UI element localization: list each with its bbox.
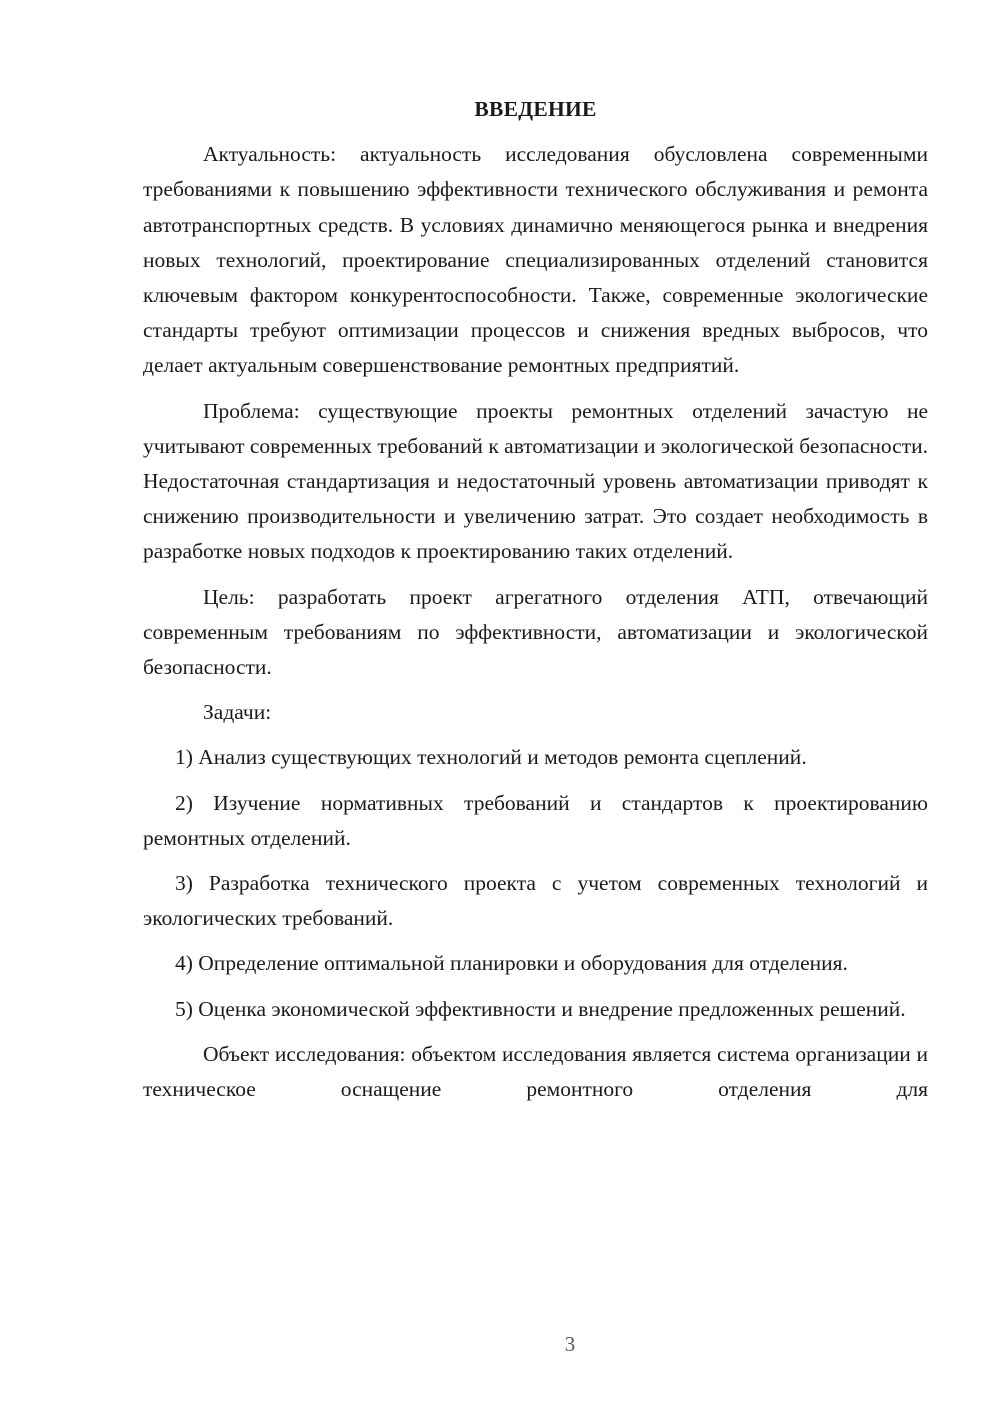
task-item-2: 2) Изучение нормативных требований и стандартов к проектированию ремонтных отделений.: [143, 790, 928, 850]
task-item-3: 3) Разработка технического проекта с учетом современных технологий и экологических требований.: [143, 871, 928, 931]
document-page: [143, 92, 928, 1107]
paragraph-relevance: Актуальность: актуальность исследования обусловлена современными требованиями к повышению эффективности технического обслуживания и ремонта автотранспортных средств. В условиях динамично меняющегося рынка и внедрения новых технологий, проектирование специализированных отделений становится ключевым фактором конкурентоспособности. Также, современные экологические стандарты требуют оптимизации процессов и снижения вредных выбросов, что делает актуальным совершенствование ремонтных предприятий.: [143, 142, 928, 378]
page-number: 3: [564, 1332, 576, 1356]
task-item-1: 1) Анализ существующих технологий и методов ремонта сцеплений.: [175, 745, 807, 770]
paragraph-problem: Проблема: существующие проекты ремонтных отделений зачастую не учитывают современных требований к автоматизации и экологической безопасности. Недостаточная стандартизация и недостаточный уровень автоматизации приводят к снижению производительности и увеличению затрат. Это создает необходимость в разработке новых подходов к проектированию таких отделений.: [143, 398, 928, 564]
tasks-heading: Задачи:: [203, 700, 272, 725]
paragraph-object: Объект исследования: объектом исследования является система организации и техническое оснащение ремонтного отделения для: [143, 1041, 928, 1102]
task-item-4: 4) Определение оптимальной планировки и оборудования для отделения.: [175, 951, 848, 976]
document-title: ВВЕДЕНИЕ: [474, 97, 597, 121]
paragraph-goal: Цель: разработать проект агрегатного отделения АТП, отвечающий современным требованиям по эффективности, автоматизации и экологической безопасности.: [143, 584, 928, 680]
task-item-5: 5) Оценка экономической эффективности и внедрение предложенных решений.: [175, 996, 906, 1021]
